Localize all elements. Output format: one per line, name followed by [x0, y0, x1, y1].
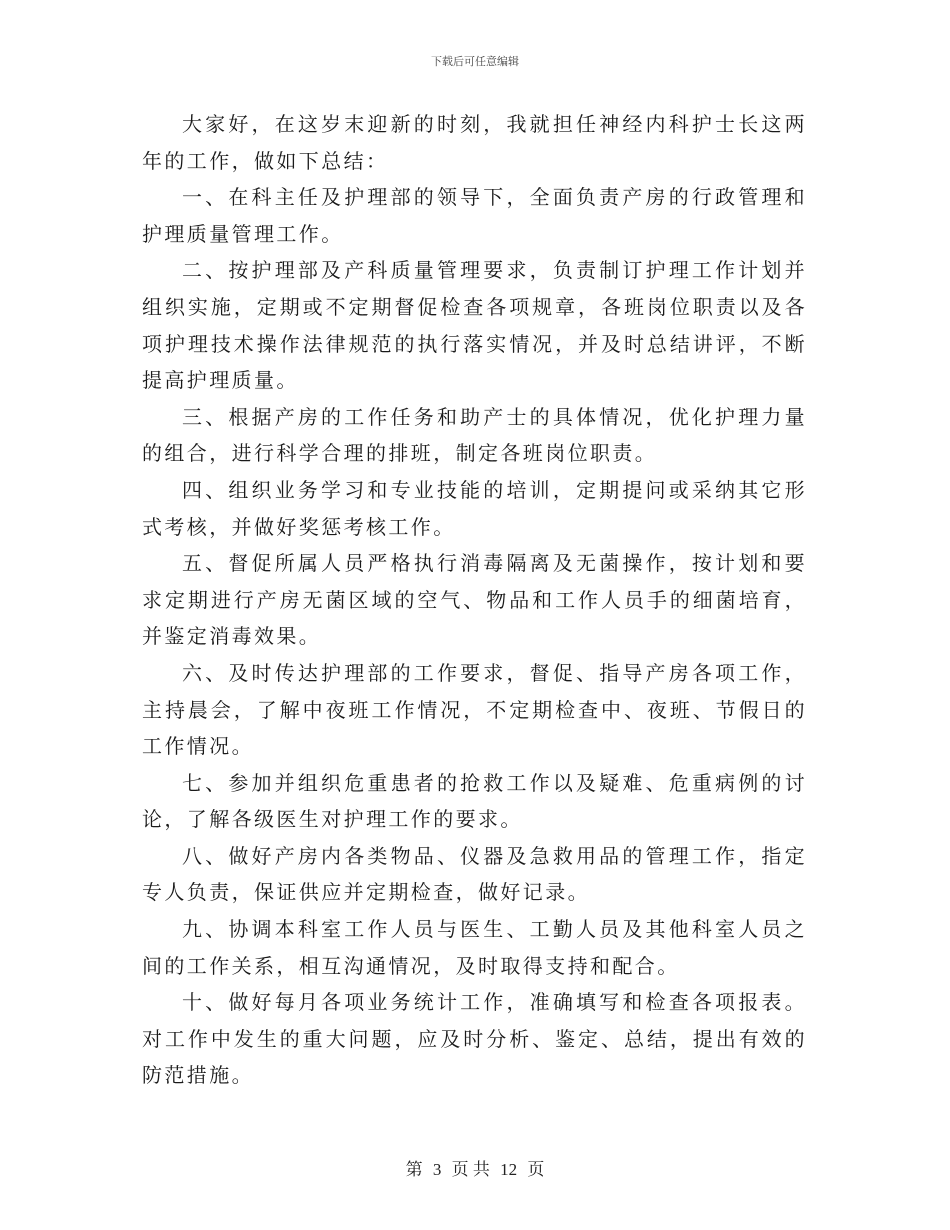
paragraph-item-2: 二、按护理部及产科质量管理要求，负责制订护理工作计划并组织实施，定期或不定期督促检查各项规章，各班岗位职责以及各项护理技术操作法律规范的执行落实情况，并及时总结讲评，不断提高护理质量。 [142, 258, 807, 393]
footer-middle: 页 共 [451, 1160, 490, 1179]
paragraph-item-10: 十、做好每月各项业务统计工作，准确填写和检查各项报表。对工作中发生的重大问题，应及时分析、鉴定、总结，提出有效的防范措施。 [142, 990, 807, 1088]
footer-current-page: 3 [432, 1160, 442, 1179]
paragraph-item-1: 一、在科主任及护理部的领导下，全面负责产房的行政管理和护理质量管理工作。 [142, 185, 807, 246]
footer-prefix: 第 [405, 1160, 423, 1179]
page-footer [0, 1155, 950, 1180]
paragraph-item-7: 七、参加并组织危重患者的抢救工作以及疑难、危重病例的讨论，了解各级医生对护理工作的要求。 [142, 770, 807, 832]
footer-total-pages: 12 [500, 1160, 518, 1179]
paragraph-item-4: 四、组织业务学习和专业技能的培训，定期提问或采纳其它形式考核，并做好奖惩考核工作。 [142, 477, 807, 539]
paragraph-item-9: 九、协调本科室工作人员与医生、工勤人员及其他科室人员之间的工作关系，相互沟通情况，及时取得支持和配合。 [142, 917, 807, 978]
paragraph-item-8: 八、做好产房内各类物品、仪器及急救用品的管理工作，指定专人负责，保证供应并定期检查，做好记录。 [142, 843, 807, 905]
footer-suffix: 页 [527, 1160, 545, 1179]
paragraph-item-6: 六、及时传达护理部的工作要求，督促、指导产房各项工作，主持晨会，了解中夜班工作情况，不定期检查中、夜班、节假日的工作情况。 [142, 660, 807, 759]
paragraph-item-3: 三、根据产房的工作任务和助产士的具体情况，优化护理力量的组合，进行科学合理的排班，制定各班岗位职责。 [142, 404, 807, 466]
document-body [142, 106, 807, 1094]
paragraph-item-5: 五、督促所属人员严格执行消毒隔离及无菌操作，按计划和要求定期进行产房无菌区域的空气、物品和工作人员手的细菌培育，并鉴定消毒效果。 [142, 551, 807, 649]
paragraph-intro: 大家好，在这岁末迎新的时刻，我就担任神经内科护士长这两年的工作，做如下总结： [142, 112, 807, 173]
page-header [0, 53, 950, 69]
header-text: 下载后可任意编辑 [431, 55, 519, 68]
